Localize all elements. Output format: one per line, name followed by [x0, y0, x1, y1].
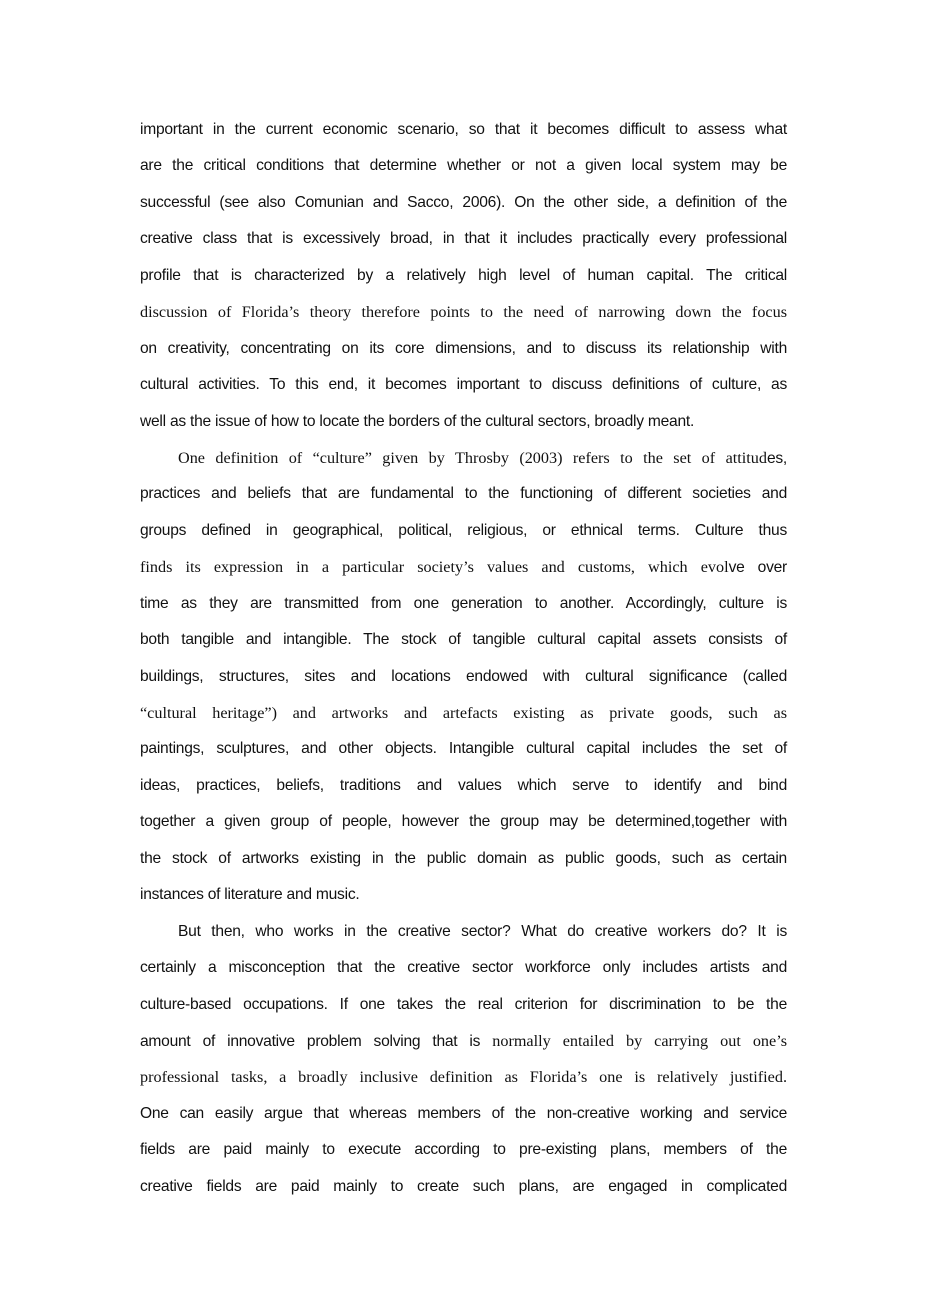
- text-segment: groups defined in geographical, political, religious, or ethnical terms. Culture thus: [140, 521, 787, 539]
- text-segment: well as the issue of how to locate the borders of the cultural sectors, broadly meant.: [140, 412, 695, 430]
- text-line: [140, 1023, 787, 1059]
- text-segment: time as they are transmitted from one generation to another. Accordingly, culture is: [140, 594, 787, 612]
- text-line: [140, 221, 787, 257]
- text-segment: professional tasks, a broadly inclusive definition as Florida’s one is relatively justified.: [140, 1068, 787, 1087]
- text-line: [140, 1096, 787, 1132]
- text-segment: both tangible and intangible. The stock of tangible cultural capital assets consists of: [140, 631, 787, 649]
- text-segment: paintings, sculptures, and other objects. Intangible cultural capital includes the set of: [140, 740, 787, 758]
- text-segment: certainly a misconception that the creative sector workforce only includes artists and: [140, 959, 787, 977]
- text-line: [140, 586, 787, 622]
- text-segment: on creativity, concentrating on its core dimensions, and to discuss its relationship with: [140, 339, 787, 357]
- text-line: [140, 513, 787, 549]
- text-line: [140, 731, 787, 767]
- text-line: [140, 549, 787, 585]
- text-line: [140, 331, 787, 367]
- text-line: [140, 404, 787, 440]
- text-line: [140, 622, 787, 658]
- text-segment: normally entailed by carrying out one’s: [492, 1031, 787, 1050]
- text-segment: instances of literature and music.: [140, 886, 360, 904]
- text-line: [140, 768, 787, 804]
- text-segment: important in the current economic scenario, so that it becomes difficult to assess what: [140, 121, 787, 138]
- text-segment: es,: [766, 449, 787, 467]
- text-line: [140, 367, 787, 403]
- text-segment: creative fields are paid mainly to create such plans, are engaged in complicated: [140, 1177, 787, 1195]
- text-segment: discussion of Florida’s theory therefore points to the need of narrowing down the focus: [140, 303, 787, 322]
- text-segment: But then, who works in the creative sector? What do creative workers do? It is: [178, 922, 787, 940]
- text-segment: buildings, structures, sites and locations endowed with cultural significance (called: [140, 667, 787, 685]
- text-segment: successful (see also Comunian and Sacco, 2006). On the other side, a definition of the: [140, 193, 787, 211]
- text-line: [140, 987, 787, 1023]
- text-segment: culture-based occupations. If one takes the real criterion for discrimination to be the: [140, 995, 787, 1013]
- text-segment: “cultural heritage”) and artworks and artefacts existing as private goods, such as: [140, 704, 787, 722]
- text-segment: One can easily argue that whereas members of the non-creative working and service: [140, 1104, 787, 1122]
- text-line: [140, 440, 787, 476]
- text-segment: are the critical conditions that determine whether or not a given local system may be: [140, 157, 787, 175]
- text-segment: the stock of artworks existing in the public domain as public goods, such as certain: [140, 849, 787, 867]
- text-line: [140, 258, 787, 294]
- text-segment: practices and beliefs that are fundamental to the functioning of different societies and: [140, 485, 787, 503]
- text-segment: profile that is characterized by a relatively high level of human capital. The critical: [140, 266, 787, 284]
- text-line: [140, 1059, 787, 1095]
- text-line: [140, 294, 787, 330]
- text-segment: One definition of “culture” given by Throsby (2003) refers to the set of attitud: [178, 448, 767, 467]
- text-line: [140, 950, 787, 986]
- text-segment: together a given group of people, however the group may be determined,together with: [140, 813, 787, 831]
- text-segment: amount of innovative problem solving that is: [140, 1032, 493, 1050]
- text-segment: finds its expression in a particular society’s values and customs, which evol: [140, 558, 729, 577]
- text-line: [140, 914, 787, 950]
- text-line: [140, 112, 787, 148]
- text-segment: ideas, practices, beliefs, traditions and values which serve to identify and bind: [140, 776, 787, 794]
- text-line: [140, 841, 787, 877]
- text-line: [140, 476, 787, 512]
- text-segment: creative class that is excessively broad, in that it includes practically every professional: [140, 230, 787, 248]
- text-line: [140, 148, 787, 184]
- text-line: [140, 185, 787, 221]
- document-body: [140, 112, 787, 1205]
- text-segment: ve over: [728, 559, 787, 577]
- text-line: [140, 695, 787, 731]
- text-segment: cultural activities. To this end, it becomes important to discuss definitions of culture, as: [140, 376, 787, 394]
- text-line: [140, 1132, 787, 1168]
- text-line: [140, 1169, 787, 1205]
- text-line: [140, 877, 787, 913]
- text-line: [140, 659, 787, 695]
- text-segment: fields are paid mainly to execute according to pre-existing plans, members of the: [140, 1141, 787, 1159]
- text-line: [140, 804, 787, 840]
